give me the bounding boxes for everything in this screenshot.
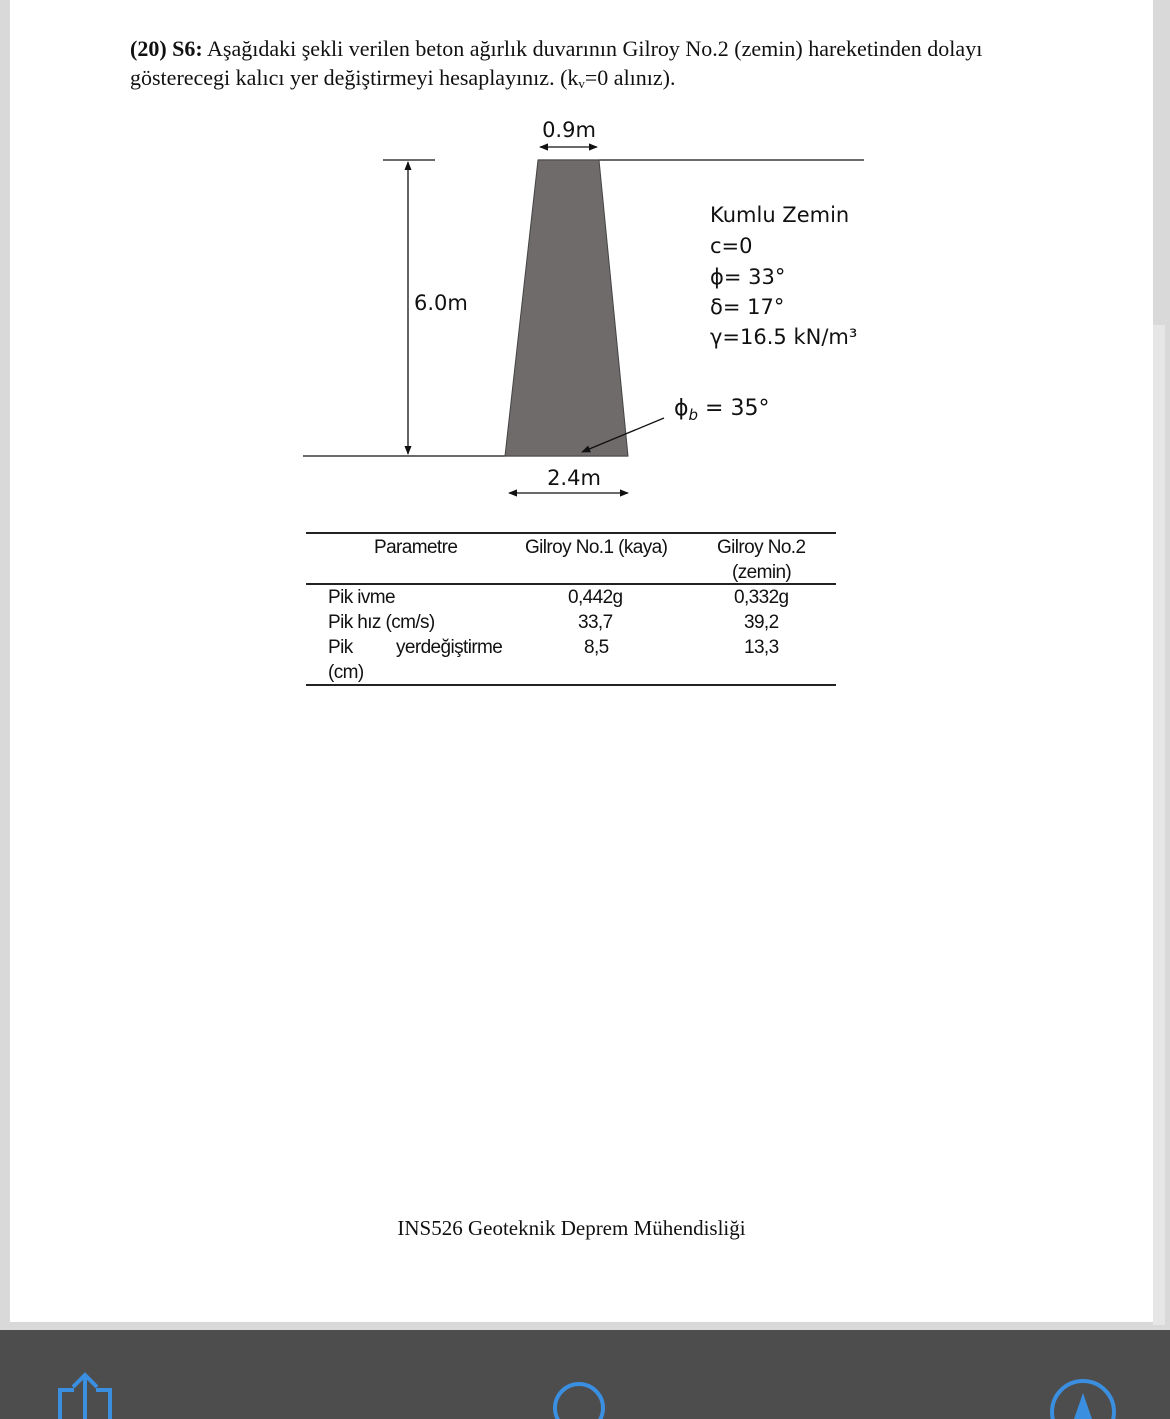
soil-cohesion: c=0 [710, 234, 753, 258]
soil-friction-angle: ϕ= 33° [710, 265, 786, 289]
soil-unit-weight: γ=16.5 kN/m³ [710, 325, 858, 349]
table-top-rule [306, 532, 836, 534]
question-body-1: Aşağıdaki şekli verilen beton ağırlık duvarının Gilroy No.2 (zemin) hareketinden dolayı gösterecegi kalıcı yer değiştirmeyi hesaplayınız. (k [130, 36, 983, 90]
row-pik-yer-label: Pik [328, 637, 353, 658]
question-body-2: =0 alınız). [584, 65, 676, 90]
header-gilroy-2-sub: (zemin) [732, 562, 792, 583]
bottom-toolbar [0, 1330, 1170, 1419]
height-label: 6.0m [414, 291, 468, 315]
concrete-wall [505, 160, 628, 456]
row-pik-yer-label-c: (cm) [328, 662, 364, 683]
row-pik-yer-no2: 13,3 [744, 637, 779, 658]
row-pik-hiz-no1: 33,7 [578, 612, 613, 633]
soil-title: Kumlu Zemin [710, 203, 850, 227]
table-bottom-rule [306, 684, 836, 686]
base-width-label: 2.4m [547, 466, 601, 490]
row-pik-yer-label-b: yerdeğiştirme [396, 637, 503, 658]
base-friction-label: $\phi_b = 35^\circ$ [674, 396, 770, 424]
table-header-rule [306, 583, 836, 585]
share-icon[interactable] [54, 1370, 116, 1419]
question-number: (20) S6: [130, 36, 203, 61]
row-pik-hiz-no2: 39,2 [744, 612, 779, 633]
search-icon[interactable] [551, 1380, 607, 1419]
header-gilroy-1: Gilroy No.1 (kaya) [525, 537, 668, 558]
header-parametre: Parametre [374, 537, 458, 558]
row-pik-ivme-label: Pik ivme [328, 587, 395, 608]
soil-wall-friction: δ= 17° [710, 295, 785, 319]
top-width-label: 0.9m [542, 118, 596, 142]
markup-icon[interactable] [1048, 1378, 1118, 1419]
row-pik-hiz-label: Pik hız (cm/s) [328, 612, 435, 633]
question-subscript: v [578, 76, 585, 91]
header-gilroy-2: Gilroy No.2 [717, 537, 806, 558]
page-footer: INS526 Geoteknik Deprem Mühendisliği [397, 1216, 746, 1240]
row-pik-ivme-no1: 0,442g [568, 587, 623, 608]
row-pik-ivme-no2: 0,332g [734, 587, 789, 608]
row-pik-yer-no1: 8,5 [584, 637, 609, 658]
